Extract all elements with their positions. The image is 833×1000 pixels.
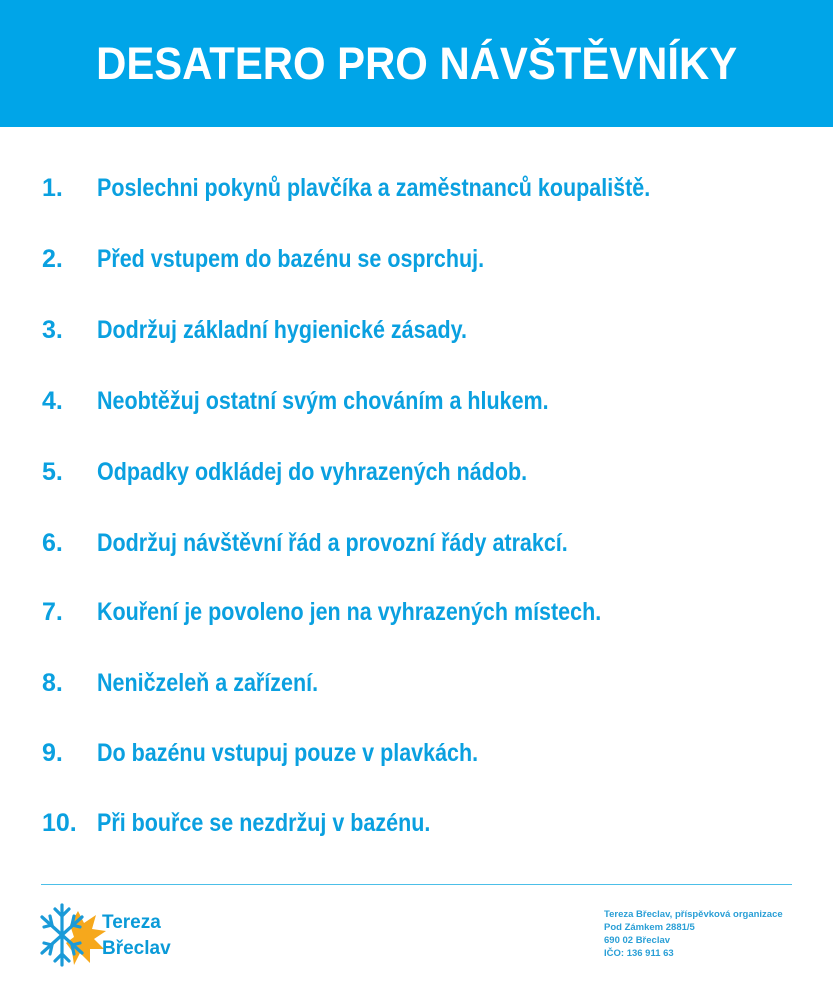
header-banner (0, 0, 833, 127)
rule-item (42, 733, 540, 773)
rule-text: Dodržuj návštěvní řád a provozní řády atrakcí. (97, 528, 568, 557)
rule-number: 9. (42, 738, 63, 767)
rule-item (42, 310, 527, 350)
rule-number: 10. (42, 808, 77, 837)
rule-item (42, 168, 740, 208)
rule-number: 3. (42, 315, 63, 344)
rule-text: Při bouřce se nezdržuj v bazénu. (97, 808, 431, 837)
address-street: Pod Zámkem 2881/5 (604, 922, 695, 933)
rule-text: Neničzeleň a zařízení. (97, 668, 319, 697)
rule-number: 8. (42, 668, 63, 697)
rule-item (42, 239, 547, 279)
address-name: Tereza Břeclav, příspěvková organizace (604, 909, 783, 920)
logo-word-tereza: Tereza (102, 912, 161, 933)
rule-item (42, 663, 354, 703)
rule-text: Kouření je povoleno jen na vyhrazených místech. (97, 597, 602, 626)
rule-number: 2. (42, 244, 63, 273)
rule-text: Dodržuj základní hygienické zásady. (97, 315, 468, 344)
rule-item (42, 381, 622, 421)
rule-number: 5. (42, 457, 63, 486)
rule-text: Odpadky odkládej do vyhrazených nádob. (97, 457, 528, 486)
rule-item (42, 803, 485, 843)
rule-text: Poslechni pokynů plavčíka a zaměstnanců koupaliště. (97, 173, 651, 202)
address-city: 690 02 Břeclav (604, 935, 671, 946)
rule-text: Do bazénu vstupuj pouze v plavkách. (97, 738, 479, 767)
page-title: DESATERO PRO NÁVŠTĚVNÍKY (95, 37, 738, 89)
rule-text: Před vstupem do bazénu se osprchuj. (97, 244, 485, 273)
rule-text: Neobtěžuj ostatní svým chováním a hlukem. (97, 386, 549, 415)
address-ico: IČO: 136 911 63 (604, 948, 674, 959)
rule-item (42, 592, 683, 632)
rule-number: 4. (42, 386, 63, 415)
logo-word-breclav: Břeclav (102, 938, 171, 959)
organization-address (604, 908, 783, 960)
rule-item (42, 452, 597, 492)
rule-number: 7. (42, 597, 63, 626)
organization-logo (40, 901, 190, 971)
rule-item (42, 523, 644, 563)
rule-number: 1. (42, 173, 63, 202)
rule-number: 6. (42, 528, 63, 557)
footer-divider (41, 884, 792, 885)
